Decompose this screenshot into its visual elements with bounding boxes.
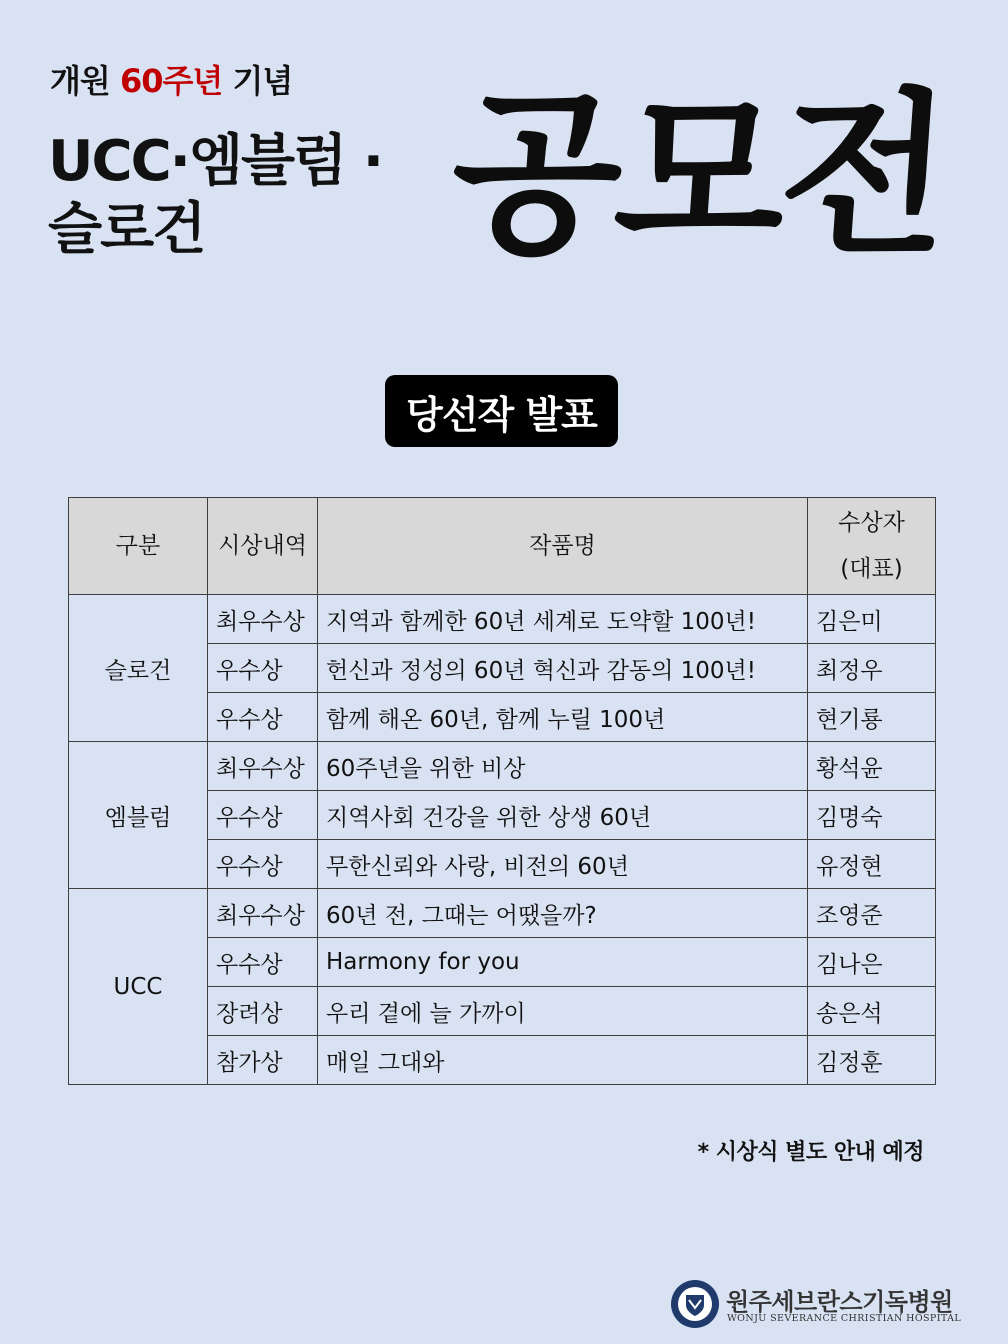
table-row [69, 742, 936, 791]
winner-cell: 김나은 [808, 938, 936, 987]
subtitle-pre: 개원 [50, 62, 120, 100]
header-category: 구분 [69, 498, 208, 595]
winner-cell: 조영준 [808, 889, 936, 938]
award-cell: 우수상 [208, 840, 318, 889]
title-line-1: UCC·엠블럼 · [48, 129, 382, 194]
contest-categories-title [48, 128, 428, 264]
table-header-row [69, 498, 936, 595]
work-title-cell: 지역과 함께한 60년 세계로 도약할 100년! [318, 595, 808, 644]
header-award: 시상내역 [208, 498, 318, 595]
anniversary-subtitle [50, 56, 292, 102]
work-title-cell: Harmony for you [318, 938, 808, 987]
hospital-name-korean: 원주세브란스기독병원 [726, 1288, 953, 1316]
winner-cell: 김명숙 [808, 791, 936, 840]
winner-cell: 현기룡 [808, 693, 936, 742]
work-title-cell: 60년 전, 그때는 어땠을까? [318, 889, 808, 938]
university-shield-emblem-icon [670, 1279, 720, 1329]
winner-cell: 황석윤 [808, 742, 936, 791]
ceremony-footnote: * 시상식 별도 안내 예정 [697, 1140, 924, 1165]
work-title-cell: 헌신과 정성의 60년 혁신과 감동의 100년! [318, 644, 808, 693]
award-cell: 참가상 [208, 1036, 318, 1085]
work-title-cell: 매일 그대와 [318, 1036, 808, 1085]
winner-cell: 김정훈 [808, 1036, 936, 1085]
results-table-body [69, 595, 936, 1085]
work-title-cell: 지역사회 건강을 위한 상생 60년 [318, 791, 808, 840]
category-cell: UCC [69, 889, 208, 1085]
award-cell: 최우수상 [208, 889, 318, 938]
table-row [69, 595, 936, 644]
award-cell: 우수상 [208, 938, 318, 987]
award-cell: 최우수상 [208, 595, 318, 644]
subtitle-post: 기념 [222, 62, 293, 100]
award-cell: 우수상 [208, 791, 318, 840]
winners-announcement-badge: 당선작 발표 [385, 375, 618, 447]
award-cell: 장려상 [208, 987, 318, 1036]
award-cell: 최우수상 [208, 742, 318, 791]
winner-cell: 송은석 [808, 987, 936, 1036]
header-winner: 수상자 (대표) [808, 498, 936, 595]
winner-cell: 유정현 [808, 840, 936, 889]
title-line-2: 슬로건 [48, 197, 205, 262]
subtitle-accent: 60주년 [119, 62, 223, 100]
table-row [69, 889, 936, 938]
winner-cell: 김은미 [808, 595, 936, 644]
work-title-cell: 우리 곁에 늘 가까이 [318, 987, 808, 1036]
award-cell: 우수상 [208, 693, 318, 742]
category-cell: 엠블럼 [69, 742, 208, 889]
category-cell: 슬로건 [69, 595, 208, 742]
hospital-name-english: WONJU SEVERANCE CHRISTIAN HOSPITAL [727, 1313, 962, 1324]
winner-cell: 최정우 [808, 644, 936, 693]
results-table [68, 497, 936, 1085]
award-cell: 우수상 [208, 644, 318, 693]
header-work: 작품명 [318, 498, 808, 595]
work-title-cell: 60주년을 위한 비상 [318, 742, 808, 791]
work-title-cell: 함께 해온 60년, 함께 누릴 100년 [318, 693, 808, 742]
brush-calligraphy-title: 공모전 [444, 71, 952, 278]
work-title-cell: 무한신뢰와 사랑, 비전의 60년 [318, 840, 808, 889]
